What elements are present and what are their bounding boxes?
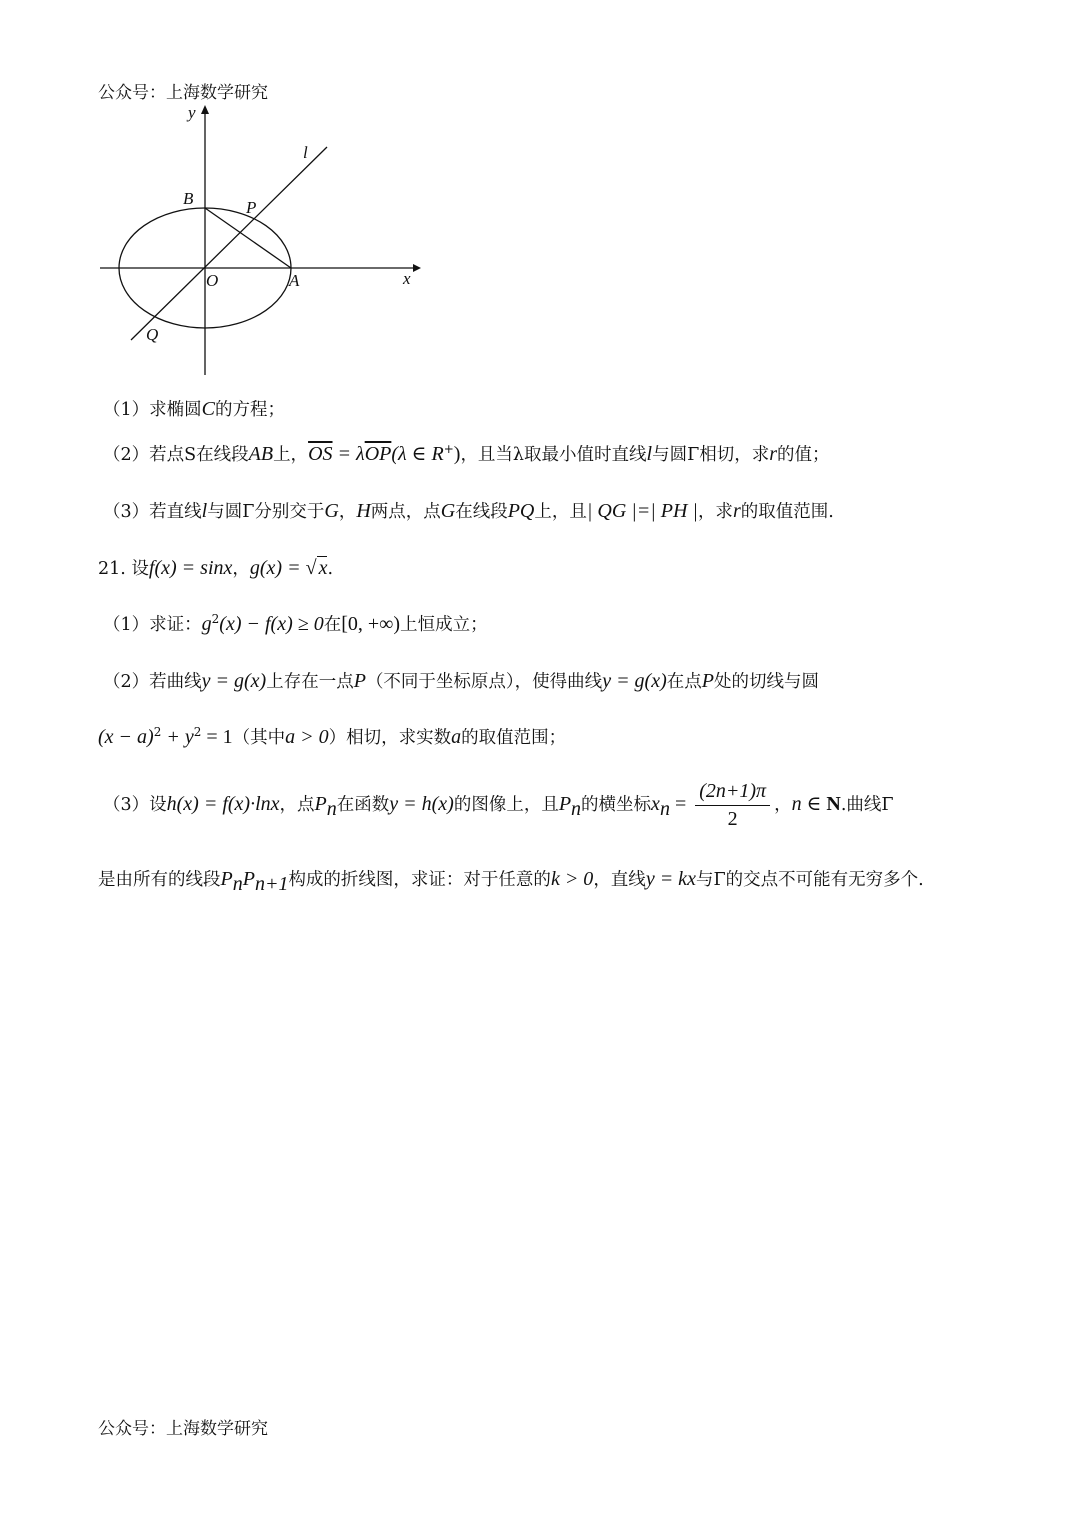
line-l: [131, 147, 327, 340]
q21-part1: （1）求证：$g^2(x) - f(x) \ge 0$在[0, +∞)上恒成立；: [103, 612, 488, 635]
ellipse-figure: [95, 100, 425, 380]
label-o: O: [206, 271, 219, 290]
q20-part2: （2）若点S在线段AB上，$\overline{OS} = \lambda\overline{OP}(\lambda$ ∈ R+)，且当λ取最小值时直线l与圆Γ相切，求r的值；: [103, 442, 830, 465]
page-header: 公众号：上海数学研究: [98, 83, 268, 103]
label-x: x: [403, 269, 411, 288]
label-a: A: [289, 271, 300, 290]
q21-part3-line1: （3）设h(x) = f(x)·lnx，点$P_n$在函数y = h(x)的图像上，且$P_n$的横坐标$x_n$ = $\frac{(2n+1)\pi}{2}$ ，n ∈ N.曲线Γ: [103, 780, 894, 830]
x-axis-arrow: [413, 264, 421, 272]
q21-part2-line1: （2）若曲线y = g(x)上存在一点P（不同于坐标原点），使得曲线y = g(x)在点P处的切线与圆: [103, 670, 819, 692]
q21-part3-line2: 是由所有的线段$P_nP_{n+1}$构成的折线图，求证：对于任意的k > 0，直线y = kx与Γ的交点不可能有无穷多个.: [98, 868, 924, 895]
label-b: B: [183, 189, 194, 208]
label-y: y: [188, 103, 196, 122]
y-axis-arrow: [201, 105, 209, 114]
q21-part2-line2: $(x - a)^2 + y^2 = 1$（其中a > 0）相切，求实数a的取值范围；: [98, 725, 567, 748]
q20-part1: （1）求椭圆C的方程；: [103, 398, 285, 420]
label-l: l: [303, 143, 308, 162]
segment-ab: [205, 208, 291, 268]
page-footer: 公众号：上海数学研究: [98, 1419, 268, 1439]
q20-part3: （3）若直线l与圆Γ分别交于G，H两点，点G在线段PQ上，且| QG |=| PH |，求r的取值范围.: [103, 500, 834, 522]
label-q: Q: [146, 325, 159, 344]
fraction-xn: $\frac{(2n+1)\pi}{2}$: [695, 780, 770, 831]
label-p: P: [246, 198, 257, 217]
q21-intro: 21. 设f(x) = sinx，g(x) = √ x.: [98, 557, 334, 579]
